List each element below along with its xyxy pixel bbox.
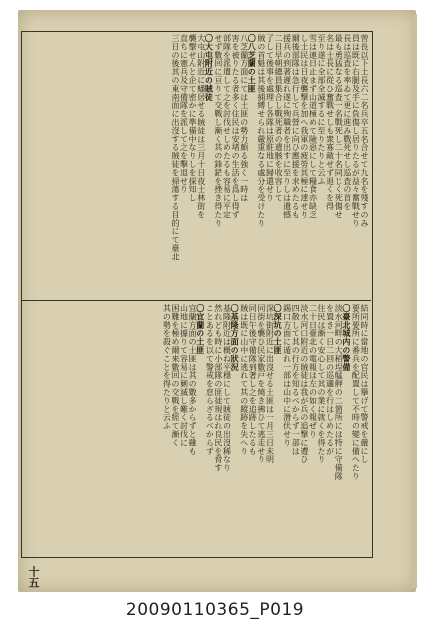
top-section <box>24 34 368 296</box>
top-columns <box>24 34 368 296</box>
text-column: 二十日臺北の電報は左の如く報ぜり <box>308 304 318 439</box>
text-column: 住民は漸く安心して其の業に就くを得たり <box>317 304 327 464</box>
text-column: せず數回に亘りて交戰し漸く其の鋒鋩を挫き得たり <box>213 34 223 228</box>
image-caption: 20090110365_P019 <box>125 600 305 620</box>
text-column: 結同時に當地の官民は擧げて警戒を嚴にし <box>360 304 369 464</box>
text-column: 基隆附近は概ね平穩にして賊徒の出沒稀なり <box>222 304 232 472</box>
text-column: 淡水河口附近の賊徒は我が兵の追撃に遭ひ <box>299 304 309 464</box>
text-column: 長は巡査を率ゐて更に進み戰死せし巡査の首を <box>342 34 352 211</box>
section-divider <box>21 300 371 301</box>
text-column: 宜蘭方面の土匪は其の數多からずと雖も <box>188 304 198 456</box>
text-column: 三日の後其の東南面に出沒する賊徒を掃蕩する目的にて臺北 <box>170 34 180 261</box>
text-column: 曾長以下土長六二名兵卒五名合せて九名を殘すのみ <box>360 34 369 228</box>
text-column: 〇臺北城内の警備 <box>341 304 352 372</box>
text-column: 大屯山附近に蟠居せる賊徒は三月十日夜士林街を <box>196 34 206 219</box>
text-column: し土民は日夜襲撃を加へ我軍の疲勞其極に達せり <box>299 34 309 219</box>
text-column: 名は士長に從ひ奮戰せしも衆寡敵せず退くを得 <box>325 34 335 211</box>
text-column: ことあるを以て警戒を怠らざるべからず <box>205 304 215 456</box>
text-column: 山地に據りて容易に剿滅し難く討伐に <box>179 304 189 447</box>
text-column: 要所要所に番兵を配置して不時の變に備へたり <box>351 304 361 481</box>
text-column: 四散して其の行方を知るべからず一部は <box>291 304 301 456</box>
text-column: 最も勇猛なる巡査一名戰死し二十名同じく死傷せ <box>334 34 344 219</box>
text-column: 〇宜蘭の土匪 <box>195 304 206 355</box>
text-column: 襲撃せんと企て密かに準備中なりしを探知し <box>188 34 198 202</box>
text-column: 深坑街附近に出沒せる土匪は一月三日未明 <box>265 304 275 464</box>
text-column: 錫口方面に遁れ一部は山中に潛伏せり <box>282 304 292 447</box>
page-number: 十五 <box>27 566 40 588</box>
text-column: 同街を襲ひ民家數戸を燒き拂ひて逃走せり <box>256 304 266 464</box>
bottom-columns <box>24 304 368 552</box>
text-column: 〇基隆方面の狀況 <box>230 304 241 372</box>
text-column: 〇八芝蘭の土匪 <box>247 34 258 93</box>
text-column: 了して後事を處理し各隊は原駐地に歸還せり <box>265 34 275 202</box>
text-column: 〇大屯附近の賊徒 <box>204 34 215 102</box>
text-column: 其の勢を殺ぐことを得たりと云ふ <box>162 304 172 430</box>
text-column: 爾後部隊は急行して兵營に向ひ應援を求めたるも <box>291 34 301 219</box>
bottom-section <box>24 304 368 552</box>
text-column: 賊の首魁は其後捕縛せられ嚴重なる處分を受けたり <box>256 34 266 228</box>
text-column: 害を被りたる者多く住民は安堵の生活を爲し得ず <box>231 34 241 219</box>
text-column: 同日午後守備隊到著し之を追跡したるも <box>248 304 258 456</box>
text-column: 然れども時に小部隊の匪徒現はれ良民を脅す <box>213 304 223 472</box>
text-column: 淡水河畔の大稻埕艋舺の二箇所には特に守備隊 <box>334 304 344 481</box>
text-column: 部隊を派遣して之を討伐せしめたるも容易に平定 <box>222 34 232 219</box>
text-column: 直ちに憲兵及守備隊を派して之を擊退せり <box>179 34 189 194</box>
text-column: 援兵の到著遲れ遂に殉職者を出すに至りしは遺憾 <box>282 34 292 219</box>
text-column: 二日早朝總員集合し戰死者の遺骸を收容して <box>274 34 284 202</box>
text-column: 八芝蘭方面にては土匪の勢力頗る強く一時は <box>239 34 249 202</box>
text-column: 員は既に右腿及手に負傷し居りたるが益々奮戰せり <box>351 34 361 228</box>
text-column: 困難を極め爾來數回の交戰を經て漸く <box>170 304 180 447</box>
text-column: 雪は連日止まず山道極めて險惡にして糧食亦缺乏 <box>308 34 318 219</box>
page-edge <box>412 14 417 588</box>
text-column: 〇深坑の土匪 <box>273 304 284 355</box>
text-column: 至り遂に全部全滅するに至りたりと云ふ <box>317 34 327 186</box>
text-column: を置き一日二回の巡邏を行はしめたるが <box>325 304 335 456</box>
text-column: 賊は既に山中に逃れて其の蹤跡を失へり <box>239 304 249 456</box>
